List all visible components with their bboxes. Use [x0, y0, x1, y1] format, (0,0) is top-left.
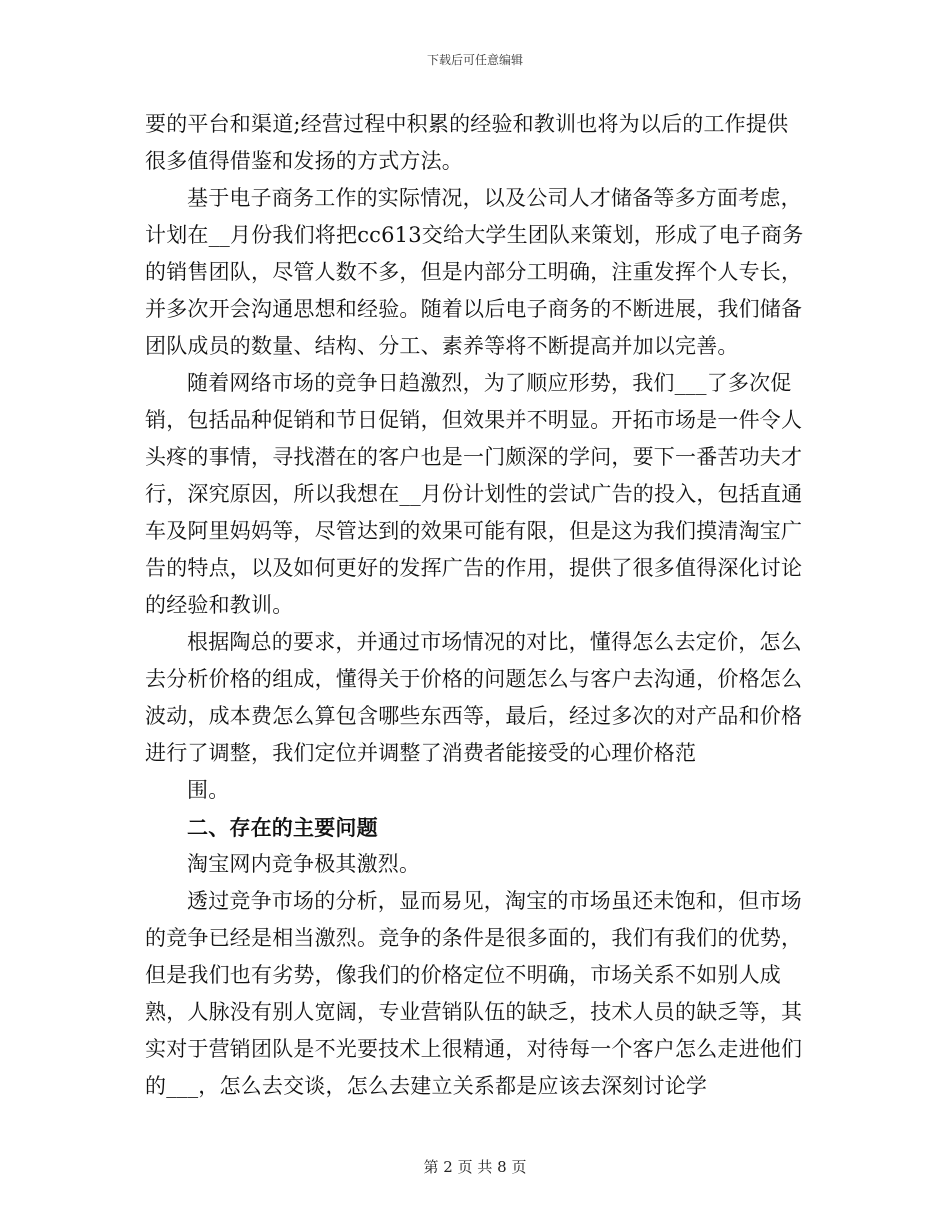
- paragraph-pricing-end: 围。: [187, 778, 230, 802]
- page-header-note: 下载后可任意编辑: [426, 53, 523, 67]
- paragraph-team-plan: 基于电子商务工作的实际情况，以及公司人才储备等多方面考虑，计划在__月份我们将把cc613交给大学生团队来策划，形成了电子商务的销售团队，尽管人数不多，但是内部分工明确，注重发挥个人专长，并多次开会沟通思想和经验。随着以后电子商务的不断进展，我们储备团队成员的数量、结构、分工、素养等将不断提高并加以完善。: [145, 186, 804, 358]
- paragraph-competition-summary: 淘宝网内竞争极其激烈。: [187, 852, 421, 876]
- paragraph-competition-analysis: 透过竞争市场的分析，显而易见，淘宝的市场虽还未饱和，但市场的竞争已经是相当激烈。竞争的条件是很多面的，我们有我们的优势，但是我们也有劣势，像我们的价格定位不明确，市场关系不如别人成熟，人脉没有别人宽阔，专业营销队伍的缺乏，技术人员的缺乏等，其实对于营销团队是不光要技术上很精通，对待每一个客户怎么走进他们的___，怎么去交谈，怎么去建立关系都是应该去深刻讨论学: [145, 889, 803, 1098]
- paragraph-promotion: 随着网络市场的竞争日趋激烈，为了顺应形势，我们___了多次促销，包括品种促销和节日促销，但效果并不明显。开拓市场是一件令人头疼的事情，寻找潜在的客户也是一门颇深的学问，要下一番苦功夫才行，深究原因，所以我想在__月份计划性的尝试广告的投入，包括直通车及阿里妈妈等，尽管达到的效果可能有限，但是这为我们摸清淘宝广告的特点，以及如何更好的发挥广告的作用，提供了很多值得深化讨论的经验和教训。: [145, 371, 803, 617]
- document-body: [145, 106, 805, 1105]
- section-heading-main-problems: 二、存在的主要问题: [187, 815, 378, 840]
- page-number: 第 2 页 共 8 页: [423, 1158, 527, 1176]
- paragraph-continuation: 要的平台和渠道;经营过程中积累的经验和教训也将为以后的工作提供很多值得借鉴和发扬的方式方法。: [145, 112, 789, 173]
- paragraph-pricing: 根据陶总的要求，并通过市场情况的对比，懂得怎么去定价，怎么去分析价格的组成，懂得关于价格的问题怎么与客户去沟通，价格怎么波动，成本费怎么算包含哪些东西等，最后，经过多次的对产品和价格进行了调整，我们定位并调整了消费者能接受的心理价格范: [145, 630, 803, 765]
